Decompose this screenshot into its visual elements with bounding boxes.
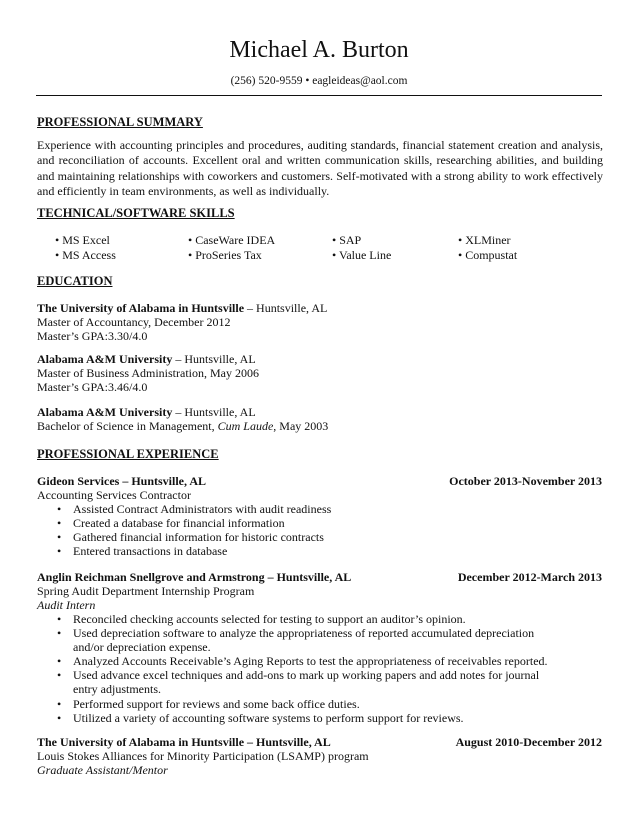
skill-label: MS Access xyxy=(62,248,116,262)
job-dates: December 2012-March 2013 xyxy=(457,570,602,584)
education-entry-school xyxy=(37,405,256,419)
skill-label: SAP xyxy=(339,233,362,247)
list-item: • Analyzed Accounts Receivable’s Aging Reports to test the appropriateness of receivables reported. xyxy=(37,654,557,668)
degree-line: Master of Accountancy, December 2012 xyxy=(37,315,231,329)
school-name: The University of Alabama in Huntsville xyxy=(37,301,245,315)
summary-section xyxy=(37,115,603,199)
experience-title: PROFESSIONAL EXPERIENCE xyxy=(37,447,219,461)
skill-item: • XLMiner xyxy=(458,233,511,247)
degree-date: , May 2003 xyxy=(273,419,329,433)
job-bullets xyxy=(37,502,557,558)
gpa-line: Master’s GPA:3.46/4.0 xyxy=(37,380,148,394)
skill-label: XLMiner xyxy=(465,233,511,247)
skill-label: Compustat xyxy=(465,248,518,262)
school-location: – Huntsville, AL xyxy=(172,352,256,366)
list-item: • Entered transactions in database xyxy=(37,544,557,558)
education-section xyxy=(37,274,603,288)
skill-item: • MS Access xyxy=(55,248,116,262)
job-dates: October 2013-November 2013 xyxy=(449,474,602,488)
header-rule xyxy=(36,95,602,96)
skill-item: • SAP xyxy=(332,233,362,247)
skill-item: • Compustat xyxy=(458,248,518,262)
list-item: • Used advance excel techniques and add-ons to mark up working papers and add notes for journal entry adjustments. xyxy=(37,668,557,696)
list-item: • Utilized a variety of accounting software systems to perform support for reviews. xyxy=(37,711,557,725)
school-location: – Huntsville, AL xyxy=(244,301,328,315)
education-entry-school xyxy=(37,301,327,315)
skills-title: TECHNICAL/SOFTWARE SKILLS xyxy=(37,206,235,220)
skill-item: • Value Line xyxy=(332,248,392,262)
school-name: Alabama A&M University xyxy=(37,405,173,419)
job-bullets xyxy=(37,612,557,725)
list-item: • Performed support for reviews and some back office duties. xyxy=(37,697,557,711)
list-item: • Created a database for financial information xyxy=(37,516,557,530)
experience-section xyxy=(37,447,603,461)
education-title: EDUCATION xyxy=(37,274,113,288)
skills-section xyxy=(37,206,603,220)
school-location: – Huntsville, AL xyxy=(172,405,256,419)
skill-label: MS Excel xyxy=(62,233,110,247)
job-employer: Anglin Reichman Snellgrove and Armstrong – Huntsville, AL xyxy=(37,570,352,584)
degree-line: Master of Business Administration, May 2006 xyxy=(37,366,259,380)
job-subrole: Graduate Assistant/Mentor xyxy=(37,763,168,777)
honors-text: Cum Laude xyxy=(217,419,274,433)
education-entry-school xyxy=(37,352,256,366)
summary-title: PROFESSIONAL SUMMARY xyxy=(37,115,203,129)
list-item: • Assisted Contract Administrators with audit readiness xyxy=(37,502,557,516)
skill-label: CaseWare IDEA xyxy=(195,233,276,247)
job-dates: August 2010-December 2012 xyxy=(455,735,602,749)
summary-text: Experience with accounting principles and procedures, auditing standards, financial statement creation and analysis, and reconciliation of accounts. Excellent oral and written communication skills, researching abilities, and building and maintaining relationships with coworkers and customers. Self-motivated with a strong ability to work effectively and efficiently in team environments, as well as individually. xyxy=(37,138,603,198)
list-item: • Used depreciation software to analyze the appropriateness of reported accumulated depreciation and/or depreciation expense. xyxy=(37,626,557,654)
job-employer: Gideon Services – Huntsville, AL xyxy=(37,474,207,488)
skill-label: ProSeries Tax xyxy=(195,248,262,262)
degree-text: Bachelor of Science in Management, xyxy=(37,419,218,433)
skill-item: • ProSeries Tax xyxy=(188,248,262,262)
list-item: • Gathered financial information for historic contracts xyxy=(37,530,557,544)
job-role: Louis Stokes Alliances for Minority Participation (LSAMP) program xyxy=(37,749,369,763)
job-employer: The University of Alabama in Huntsville – Huntsville, AL xyxy=(37,735,331,749)
skill-label: Value Line xyxy=(338,248,392,262)
job-role: Accounting Services Contractor xyxy=(37,488,191,502)
job-role: Spring Audit Department Internship Program xyxy=(37,584,255,598)
job-subrole: Audit Intern xyxy=(37,598,96,612)
resume-name: Michael A. Burton xyxy=(229,37,409,63)
school-name: Alabama A&M University xyxy=(37,352,173,366)
gpa-line: Master’s GPA:3.30/4.0 xyxy=(37,329,148,343)
list-item: • Reconciled checking accounts selected for testing to support an auditor’s opinion. xyxy=(37,612,557,626)
degree-line xyxy=(37,419,328,433)
skill-item: • CaseWare IDEA xyxy=(188,233,276,247)
contact-line: (256) 520-9559 • eagleideas@aol.com xyxy=(230,75,408,87)
skill-item: • MS Excel xyxy=(55,233,110,247)
